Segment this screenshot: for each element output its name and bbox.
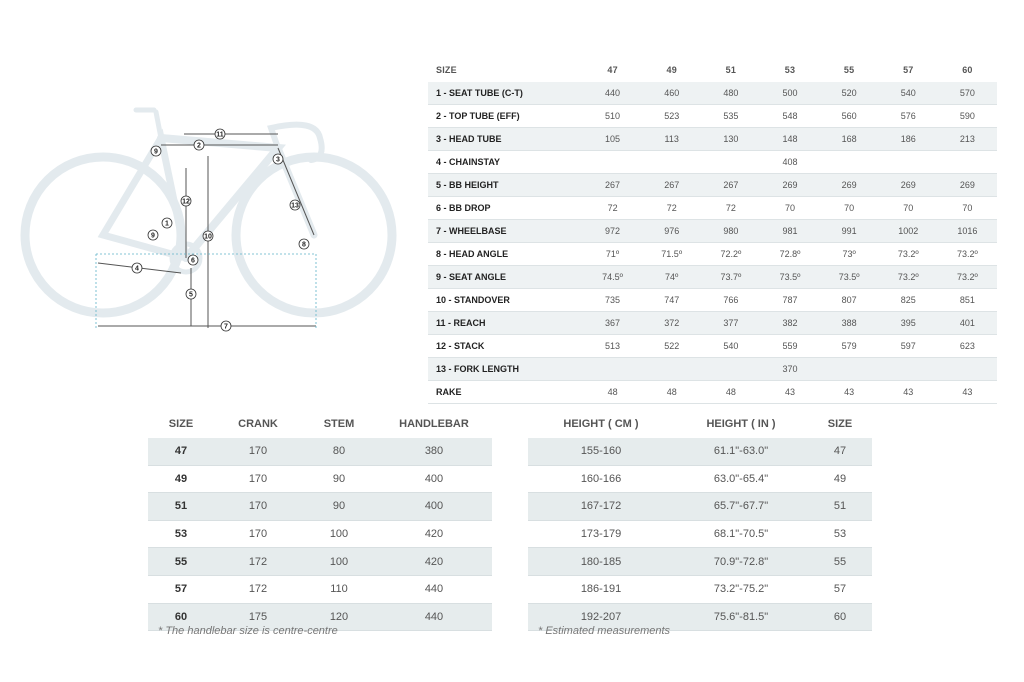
row-label: 3 - HEAD TUBE [428, 128, 583, 151]
marker-5-label: 5 [189, 291, 193, 299]
cell: 523 [642, 105, 701, 128]
table-row [428, 197, 997, 220]
cell: 269 [938, 174, 997, 197]
cell: 167-172 [528, 493, 674, 521]
cell: 71º [583, 243, 642, 266]
height-header: SIZE [827, 418, 853, 430]
row-label: 10 - STANDOVER [428, 289, 583, 312]
cell: 70 [760, 197, 819, 220]
geometry-header: 49 [666, 65, 677, 75]
table-row [428, 105, 997, 128]
geometry-header: 55 [843, 65, 855, 75]
cell: 420 [376, 520, 492, 548]
cell: 63.0"-65.4" [674, 465, 808, 493]
cell-merged: 408 [583, 151, 997, 174]
cell: 420 [376, 548, 492, 576]
components-header: STEM [323, 418, 355, 430]
cell: 269 [760, 174, 819, 197]
height-chart-table [528, 410, 872, 631]
cell: 400 [376, 465, 492, 493]
cell: 53 [808, 520, 872, 548]
geometry-header: 47 [607, 65, 618, 75]
cell: 367 [583, 312, 642, 335]
cell: 47 [148, 438, 214, 465]
height-chart-note: * Estimated measurements [538, 625, 671, 637]
cell: 100 [302, 520, 376, 548]
cell: 186-191 [528, 575, 674, 603]
cell: 172 [214, 548, 302, 576]
row-label: 7 - WHEELBASE [428, 220, 583, 243]
row-label: 12 - STACK [428, 335, 583, 358]
cell: 175 [214, 603, 302, 631]
cell: 851 [938, 289, 997, 312]
cell: 120 [302, 603, 376, 631]
table-row [428, 174, 997, 197]
marker-1-label: 1 [165, 220, 169, 228]
cell: 73º [820, 243, 879, 266]
cell: 380 [376, 438, 492, 465]
geometry-header: 51 [725, 65, 737, 75]
cell: 400 [376, 493, 492, 521]
table-row [148, 520, 492, 548]
cell: 540 [701, 335, 760, 358]
height-header: HEIGHT ( CM ) [563, 418, 639, 430]
cell: 72.8º [760, 243, 819, 266]
row-label: 5 - BB HEIGHT [428, 174, 583, 197]
table-row [428, 151, 997, 174]
cell: 48 [583, 381, 642, 404]
cell: 55 [148, 548, 214, 576]
cell: 105 [583, 128, 642, 151]
table-row [528, 520, 872, 548]
marker-3-label: 3 [276, 156, 280, 164]
cell: 590 [938, 105, 997, 128]
cell: 510 [583, 105, 642, 128]
cell: 560 [820, 105, 879, 128]
cell: 65.7"-67.7" [674, 493, 808, 521]
marker-12-label: 12 [182, 198, 190, 206]
cell: 267 [701, 174, 760, 197]
cell: 72 [701, 197, 760, 220]
cell: 61.1"-63.0" [674, 438, 808, 465]
row-label: 8 - HEAD ANGLE [428, 243, 583, 266]
cell: 51 [148, 493, 214, 521]
components-header: HANDLEBAR [399, 418, 469, 430]
cell: 1002 [879, 220, 938, 243]
cell: 540 [879, 82, 938, 105]
marker-10-label: 10 [204, 233, 212, 241]
components-header: SIZE [168, 418, 194, 430]
cell: 991 [820, 220, 879, 243]
cell: 90 [302, 465, 376, 493]
cell: 90 [302, 493, 376, 521]
cell: 72.2º [701, 243, 760, 266]
marker-9b-label: 9 [151, 232, 155, 240]
row-label: 4 - CHAINSTAY [428, 151, 583, 174]
cell: 377 [701, 312, 760, 335]
row-label: 2 - TOP TUBE (EFF) [428, 105, 583, 128]
cell: 72 [583, 197, 642, 220]
geometry-header: 60 [962, 65, 973, 75]
cell: 74º [642, 266, 701, 289]
cell: 825 [879, 289, 938, 312]
cell: 735 [583, 289, 642, 312]
cell: 766 [701, 289, 760, 312]
table-row [428, 243, 997, 266]
cell: 559 [760, 335, 819, 358]
table-row [428, 381, 997, 404]
cell: 60 [148, 603, 214, 631]
cell: 269 [879, 174, 938, 197]
cell: 48 [701, 381, 760, 404]
cell: 70 [938, 197, 997, 220]
geometry-header: SIZE [436, 65, 457, 75]
cell: 513 [583, 335, 642, 358]
cell: 440 [376, 603, 492, 631]
cell: 53 [148, 520, 214, 548]
cell: 170 [214, 465, 302, 493]
table-row [428, 82, 997, 105]
cell: 570 [938, 82, 997, 105]
cell: 73.2º [879, 266, 938, 289]
marker-13-label: 13 [291, 202, 299, 210]
cell: 440 [376, 575, 492, 603]
cell: 43 [760, 381, 819, 404]
cell: 981 [760, 220, 819, 243]
components-table [148, 410, 492, 631]
cell: 976 [642, 220, 701, 243]
cell: 213 [938, 128, 997, 151]
table-row [148, 465, 492, 493]
cell: 57 [808, 575, 872, 603]
cell: 74.5º [583, 266, 642, 289]
cell: 73.2"-75.2" [674, 575, 808, 603]
cell: 130 [701, 128, 760, 151]
row-label: 6 - BB DROP [428, 197, 583, 220]
cell: 170 [214, 493, 302, 521]
table-row [528, 548, 872, 576]
row-label: 11 - REACH [428, 312, 583, 335]
table-row [428, 335, 997, 358]
cell: 73.2º [879, 243, 938, 266]
marker-8-label: 8 [302, 241, 306, 249]
table-row [428, 220, 997, 243]
table-row [528, 465, 872, 493]
cell: 382 [760, 312, 819, 335]
cell: 172 [214, 575, 302, 603]
table-row [428, 266, 997, 289]
cell: 60 [808, 603, 872, 631]
marker-2-label: 2 [197, 142, 201, 150]
height-header: HEIGHT ( IN ) [706, 418, 776, 430]
cell: 155-160 [528, 438, 674, 465]
table-row [148, 575, 492, 603]
table-row [528, 575, 872, 603]
cell: 48 [642, 381, 701, 404]
cell: 43 [820, 381, 879, 404]
cell: 51 [808, 493, 872, 521]
cell: 73.5º [820, 266, 879, 289]
cell: 100 [302, 548, 376, 576]
table-row [428, 358, 997, 381]
cell: 1016 [938, 220, 997, 243]
cell: 267 [642, 174, 701, 197]
cell: 548 [760, 105, 819, 128]
table-row [148, 438, 492, 465]
cell: 186 [879, 128, 938, 151]
cell: 597 [879, 335, 938, 358]
cell: 113 [642, 128, 701, 151]
components-header-row [148, 410, 492, 438]
cell: 460 [642, 82, 701, 105]
cell: 267 [583, 174, 642, 197]
cell: 110 [302, 575, 376, 603]
row-label: 9 - SEAT ANGLE [428, 266, 583, 289]
cell: 43 [938, 381, 997, 404]
marker-4-label: 4 [135, 265, 139, 273]
cell: 576 [879, 105, 938, 128]
cell: 500 [760, 82, 819, 105]
cell: 70 [879, 197, 938, 220]
cell: 70.9"-72.8" [674, 548, 808, 576]
cell: 388 [820, 312, 879, 335]
table-row [428, 289, 997, 312]
height-header-row [528, 410, 872, 438]
cell: 623 [938, 335, 997, 358]
cell: 170 [214, 520, 302, 548]
cell: 180-185 [528, 548, 674, 576]
cell: 73.5º [760, 266, 819, 289]
geometry-header: 57 [903, 65, 914, 75]
cell: 49 [148, 465, 214, 493]
row-label: RAKE [428, 381, 583, 404]
cell: 372 [642, 312, 701, 335]
components-note: * The handlebar size is centre-centre [158, 625, 338, 637]
components-header: CRANK [238, 418, 278, 430]
cell: 148 [760, 128, 819, 151]
cell: 972 [583, 220, 642, 243]
cell: 55 [808, 548, 872, 576]
geometry-header: 53 [784, 65, 796, 75]
cell: 80 [302, 438, 376, 465]
table-row [428, 312, 997, 335]
table-row [528, 493, 872, 521]
table-row [428, 128, 997, 151]
cell: 57 [148, 575, 214, 603]
cell: 440 [583, 82, 642, 105]
table-row [148, 493, 492, 521]
cell: 269 [820, 174, 879, 197]
cell: 47 [808, 438, 872, 465]
cell: 535 [701, 105, 760, 128]
cell: 401 [938, 312, 997, 335]
cell: 480 [701, 82, 760, 105]
table-row [148, 548, 492, 576]
cell: 170 [214, 438, 302, 465]
row-label: 1 - SEAT TUBE (C-T) [428, 82, 583, 105]
cell: 160-166 [528, 465, 674, 493]
cell: 70 [820, 197, 879, 220]
geometry-header-row [428, 58, 997, 82]
bike-geometry-diagram [16, 98, 400, 348]
cell: 192-207 [528, 603, 674, 631]
cell: 73.7º [701, 266, 760, 289]
cell: 168 [820, 128, 879, 151]
cell: 395 [879, 312, 938, 335]
cell-merged: 370 [583, 358, 997, 381]
cell: 49 [808, 465, 872, 493]
row-label: 13 - FORK LENGTH [428, 358, 583, 381]
cell: 173-179 [528, 520, 674, 548]
cell: 68.1"-70.5" [674, 520, 808, 548]
geometry-table [428, 58, 997, 404]
cell: 73.2º [938, 243, 997, 266]
cell: 72 [642, 197, 701, 220]
cell: 43 [879, 381, 938, 404]
marker-6-label: 6 [191, 257, 195, 265]
table-row [528, 438, 872, 465]
cell: 522 [642, 335, 701, 358]
cell: 747 [642, 289, 701, 312]
cell: 75.6"-81.5" [674, 603, 808, 631]
cell: 71.5º [642, 243, 701, 266]
cell: 579 [820, 335, 879, 358]
marker-11-label: 11 [216, 131, 224, 139]
cell: 980 [701, 220, 760, 243]
cell: 520 [820, 82, 879, 105]
marker-9-label: 9 [154, 148, 158, 156]
cell: 807 [820, 289, 879, 312]
marker-7-label: 7 [224, 323, 228, 331]
cell: 787 [760, 289, 819, 312]
cell: 73.2º [938, 266, 997, 289]
